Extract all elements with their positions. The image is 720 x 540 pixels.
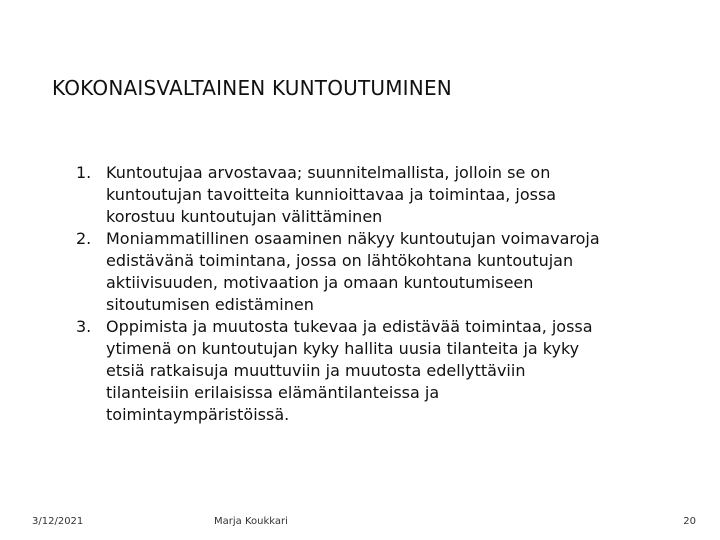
footer-author: Marja Koukkari bbox=[214, 516, 288, 527]
list-item-text: Kuntoutujaa arvostavaa; suunnitelmallista, jolloin se on kuntoutujan tavoitteita kunnioittavaa ja toimintaa, jossa korostuu kuntoutujan välittäminen bbox=[106, 163, 557, 226]
numbered-list bbox=[52, 162, 612, 426]
list-item bbox=[52, 228, 612, 316]
list-item-number-text: 2. bbox=[76, 229, 92, 248]
list-item-number-text: 1. bbox=[76, 163, 92, 182]
list-item-text: Moniammatillinen osaaminen näkyy kuntoutujan voimavaroja edistävänä toimintana, jossa on lähtökohtana kuntoutujan aktiivisuuden, motivaation ja omaan kuntoutumiseen sitoutumisen edistäminen bbox=[106, 229, 600, 314]
list-item bbox=[52, 316, 612, 426]
list-item-number-text: 3. bbox=[76, 317, 92, 336]
page-number: 20 bbox=[683, 516, 696, 527]
list-item-number bbox=[52, 316, 106, 426]
footer-date: 3/12/2021 bbox=[32, 516, 84, 527]
list-item-number bbox=[52, 162, 106, 228]
list-item-number bbox=[52, 228, 106, 316]
list-item-text: Oppimista ja muutosta tukevaa ja edistävää toimintaa, jossa ytimenä on kuntoutujan kyky hallita uusia tilanteita ja kyky etsiä ratkaisuja muuttuviin ja muutosta edellyttäviin tilanteisiin erilaisissa elämäntilanteissa ja toimintaympäristöissä. bbox=[106, 317, 593, 424]
list-item bbox=[52, 162, 612, 228]
slide-title: KOKONAISVALTAINEN KUNTOUTUMINEN bbox=[52, 76, 452, 100]
